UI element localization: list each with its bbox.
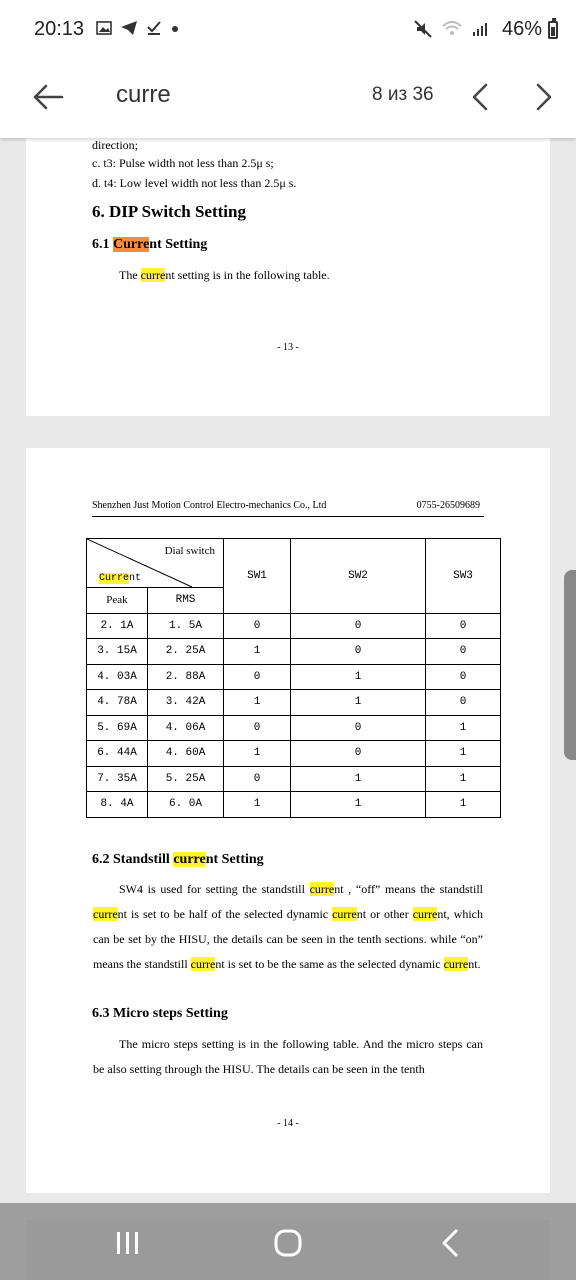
heading-text: 6.1 xyxy=(92,237,113,252)
scrollbar-thumb[interactable] xyxy=(564,570,576,760)
text: nt, which can be set by the HISU, the details can be seen in the tenth sections. while “on” means the standstill xyxy=(93,907,483,971)
page-header xyxy=(92,500,484,517)
table-row xyxy=(87,715,501,741)
text: nt is set to be half of the selected dynamic xyxy=(117,907,333,921)
cell: 2. 25A xyxy=(148,639,224,665)
section-heading: 6. DIP Switch Setting xyxy=(92,202,246,221)
cell: 4. 06A xyxy=(148,715,224,741)
system-icons xyxy=(414,20,488,38)
cell: 1 xyxy=(426,766,501,792)
cell: 2. 88A xyxy=(148,664,224,690)
dot-icon xyxy=(170,20,180,36)
cell: 3. 15A xyxy=(87,639,148,665)
document-page-14 xyxy=(26,448,550,1193)
search-highlight: curre xyxy=(309,882,335,896)
cell: 4. 60A xyxy=(148,741,224,767)
gallery-icon xyxy=(96,20,112,36)
text-line: direction; xyxy=(92,138,138,152)
search-highlight: curre xyxy=(173,852,206,867)
table-row xyxy=(87,766,501,792)
search-highlight: curre xyxy=(140,268,166,282)
subsection-heading xyxy=(92,237,207,253)
recent-apps-icon[interactable] xyxy=(108,1223,148,1263)
page-number: - 14 - xyxy=(277,1118,299,1129)
battery-icon xyxy=(548,21,558,39)
current-setting-table xyxy=(86,538,501,818)
signal-icon xyxy=(472,21,488,37)
table-row xyxy=(87,792,501,818)
cell: 1. 5A xyxy=(148,613,224,639)
cell: 6. 44A xyxy=(87,741,148,767)
cell: 1 xyxy=(224,690,291,716)
table-row xyxy=(87,664,501,690)
column-header: SW1 xyxy=(224,539,291,614)
phone-number: 0755-26509689 xyxy=(416,500,480,511)
search-highlight: curre xyxy=(332,907,357,921)
mute-icon xyxy=(414,20,432,38)
cell: 2. 1A xyxy=(87,613,148,639)
paragraph-micro-steps: The micro steps setting is in the following table. And the micro steps can be also setting through the HISU. The details can be seen in the tenth xyxy=(93,1037,483,1076)
cell: 8. 4A xyxy=(87,792,148,818)
cell: 0 xyxy=(224,664,291,690)
cell: 0 xyxy=(426,690,501,716)
status-time: 20:13 xyxy=(34,18,85,40)
cell: 1 xyxy=(291,664,426,690)
cell: 7. 35A xyxy=(87,766,148,792)
table-row xyxy=(87,741,501,767)
cell: 1 xyxy=(291,792,426,818)
cell: 0 xyxy=(426,664,501,690)
home-icon[interactable] xyxy=(268,1223,308,1263)
search-highlight: curre xyxy=(93,907,118,921)
chevron-left-icon[interactable] xyxy=(462,77,498,117)
cell: 0 xyxy=(291,639,426,665)
table-corner-cell xyxy=(87,539,224,588)
battery-level: 46% xyxy=(501,18,542,40)
cell: 1 xyxy=(426,741,501,767)
search-highlight: curre xyxy=(443,957,469,971)
company-name: Shenzhen Just Motion Control Electro-mechanics Co., Ltd xyxy=(92,500,327,511)
text: nt setting is in the following table. xyxy=(165,268,330,282)
search-query-input[interactable]: curre xyxy=(116,81,171,108)
search-highlight: curre xyxy=(190,957,216,971)
text: nt is set to be the same as the selected dynamic xyxy=(215,957,444,971)
cell: 5. 69A xyxy=(87,715,148,741)
text: nt xyxy=(129,573,142,584)
cell: 6. 0A xyxy=(148,792,224,818)
cell: 0 xyxy=(291,613,426,639)
find-toolbar xyxy=(0,60,576,138)
arrow-left-icon[interactable] xyxy=(28,77,68,117)
cell: 4. 03A xyxy=(87,664,148,690)
status-bar xyxy=(0,0,576,60)
current-label xyxy=(99,573,141,584)
cell: 0 xyxy=(291,741,426,767)
cell: 0 xyxy=(224,613,291,639)
back-nav-icon[interactable] xyxy=(430,1223,470,1263)
search-highlight: Curre xyxy=(99,573,130,584)
page-number: - 13 - xyxy=(277,342,299,353)
cell: 0 xyxy=(224,715,291,741)
wifi-icon xyxy=(442,21,462,37)
cell: 1 xyxy=(224,792,291,818)
notification-icons xyxy=(96,20,180,36)
subsection-heading xyxy=(92,852,264,868)
subsection-heading: 6.3 Micro steps Setting xyxy=(92,1006,228,1021)
cell: 0 xyxy=(426,613,501,639)
cell: 1 xyxy=(224,639,291,665)
text: The xyxy=(119,268,141,282)
text: nt , “off” means the standstill xyxy=(334,882,483,896)
cell: 1 xyxy=(224,741,291,767)
heading-text: nt Setting xyxy=(149,237,208,252)
paragraph-standstill xyxy=(93,877,483,977)
cell: 0 xyxy=(291,715,426,741)
heading-text: 6.2 Standstill xyxy=(92,852,174,867)
paragraph xyxy=(119,268,330,283)
cell: 5. 25A xyxy=(148,766,224,792)
cell: 1 xyxy=(291,690,426,716)
text: nt or other xyxy=(356,907,413,921)
chevron-right-icon[interactable] xyxy=(526,77,562,117)
document-page-13 xyxy=(26,138,550,416)
system-navigation-bar xyxy=(0,1203,576,1280)
match-counter: 8 из 36 xyxy=(372,84,434,105)
cell: 1 xyxy=(291,766,426,792)
check-download-icon xyxy=(146,20,162,36)
table-row xyxy=(87,639,501,665)
cell: 1 xyxy=(426,715,501,741)
cell: 0 xyxy=(426,639,501,665)
telegram-icon xyxy=(120,20,138,36)
table-row xyxy=(87,690,501,716)
rms-header: RMS xyxy=(148,588,224,614)
cell: 0 xyxy=(224,766,291,792)
text-line: d. t4: Low level width not less than 2.5μ s. xyxy=(92,176,297,190)
search-highlight-current: Curre xyxy=(113,237,150,252)
heading-text: nt Setting xyxy=(205,852,264,867)
search-highlight: curre xyxy=(412,907,438,921)
column-header: SW2 xyxy=(291,539,426,614)
cell: 4. 78A xyxy=(87,690,148,716)
peak-header: Peak xyxy=(87,588,148,614)
dial-switch-label: Dial switch xyxy=(164,545,215,557)
text: SW4 is used for setting the standstill xyxy=(119,882,310,896)
column-header: SW3 xyxy=(426,539,501,614)
text-line: c. t3: Pulse width not less than 2.5μ s; xyxy=(92,156,274,170)
cell: 1 xyxy=(426,792,501,818)
table-row xyxy=(87,613,501,639)
cell: 3. 42A xyxy=(148,690,224,716)
text: nt. xyxy=(468,957,481,971)
